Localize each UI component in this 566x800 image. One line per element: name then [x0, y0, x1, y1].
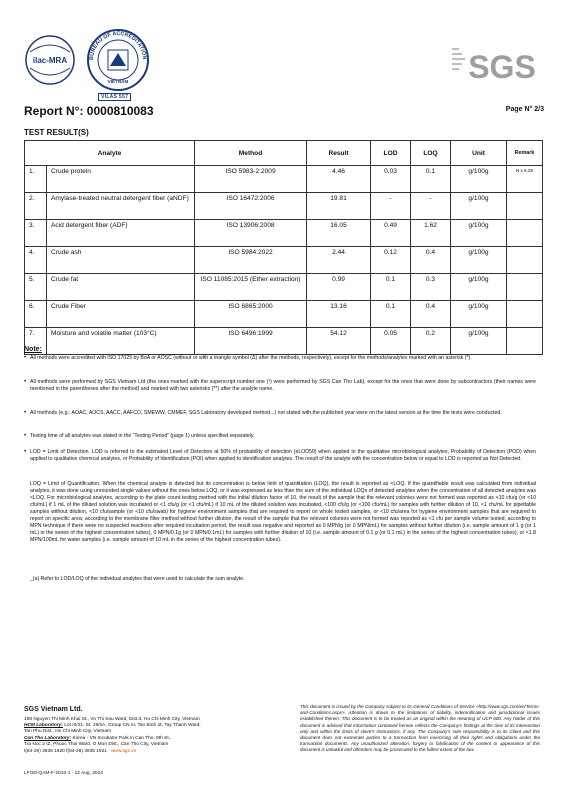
- company-address: 198 Nguyen Thi Minh Khai St., Vo Thi Sau Ward, Dist.3, Ho Chi Minh City, Vietnam: [24, 717, 200, 722]
- bullet-icon: •: [24, 433, 27, 439]
- loq-cell: 0.2: [411, 328, 451, 355]
- phone-fax: t(84-28) 3935 1920 f(84-28) 3935 1921: [24, 749, 107, 754]
- result-cell: 4.46: [307, 166, 371, 193]
- row-number: 1.: [25, 166, 47, 193]
- method-cell: ISO 6496:1999: [195, 328, 307, 355]
- result-cell: 16.05: [307, 220, 371, 247]
- row-number: 6.: [25, 301, 47, 328]
- unit-cell: g/100g: [451, 193, 507, 220]
- remark-cell: [507, 247, 543, 274]
- bullet-icon: •: [24, 355, 27, 361]
- bullet-icon: •: [24, 379, 27, 385]
- analyte-cell: Crude Fiber: [47, 301, 195, 328]
- lod-cell: 0.1: [371, 301, 411, 328]
- note-accreditation: All methods were accredited with ISO 17025 by BoA or AOSC (without or with a triangle symbol (Δ) after the methods, respectively), except for the methods/analytes marked with an asterisk (*).: [30, 355, 472, 361]
- cantho-lab-city: Tra Noc 2 IZ, Phuoc Thoi Ward, O Mon Dist., Can Tho City, Vietnam: [24, 742, 169, 747]
- company-name: SGS Vietnam Ltd.: [24, 706, 83, 713]
- website-link[interactable]: www.sgs.vn: [110, 749, 137, 754]
- col-header-lod: LOD: [371, 141, 411, 166]
- remark-cell: [507, 193, 543, 220]
- lod-cell: 0.03: [371, 166, 411, 193]
- analyte-cell: Crude fat: [47, 274, 195, 301]
- remark-cell: [507, 328, 543, 355]
- bullet-icon: •: [24, 449, 27, 455]
- loq-cell: 1.62: [411, 220, 451, 247]
- boa-ring-text: BUREAU OF ACCREDITATION: [88, 30, 148, 61]
- table-row: [25, 166, 543, 193]
- note-lod: LOD = Limit of Detection. LOD is referred to the estimated Level of Detection at 50% of probability of detection (eLOD50) when applied to the qualitative microbiological analytes, Probability of Detection (POD) when applied to qualitative chemical analytes, or Probability of Identification (POI) when applied to identification analytes. The result of the analyte with the concentration below or equal to LOD is reported as Not Detected.: [30, 449, 536, 462]
- boa-seal: [86, 28, 150, 92]
- note-loq: LOQ = Limit of Quantification. When the chemical analyte is detected but its concentration is below limit of quantitation (LOQ), the result is reported as <LOQ. If the quantifiable result was calculated from individual analytes, it was done using unrounded single values without the ones below LOQ, or it was expressed as less than the sum of the individual LOQs of detected analytes when the concentration of all detected analytes was <LOQ. For microbiological analytes, according to the plate count testing method with the initial dilution factor of 10, the result of the sample that the relevant colonies were not formed was reported as <10 cfu/g (or <10 cfu/mL) if 1 mL of the diluted solution was incubated or <1 cfu/g (or <1 cfu/mL) if 10 mL of the diluted solution was incubated, <100 cfu/g (or <100 cfu/mL) for samples with further dilution of 10, <1 cfu/mL for pipettable samples without dilution, <10 cfu/sample (or <10 cfu/swab) for hygiene environment samples that are required to report on whole tested samples, or <10 cfu/area for hygiene environment samples that are required to report on specific area; according to the membrane filter method without further dilution, the result of the sample that the relevant colonies were not formed was reported as <1 cfu per sample volume tested; according to MPN technique if there were no suspected reactions after required incubation period, the result was negative and reported as 0 MPN/g (or 0 MPN/mL) for samples without further dilution (i.e. sample amount of 1 g (or 1 mL) in the series of the highest concentration tubes), 0 MPN/0.1g (or 0 MPN/0.1mL) for samples with further dilution of 10 (i.e. sample amount of 0.1 g (or 0.1 mL) in the series of the highest concentration tubes), or <1.8 MPN/100mL for water samples (i.e. sample amount of 10 mL in the series of the highest concentration tubes).: [30, 481, 536, 543]
- lod-cell: 0.1: [371, 274, 411, 301]
- sgs-wordmark: SGS: [468, 49, 536, 85]
- lod-cell: 0.12: [371, 247, 411, 274]
- col-header-result: Result: [307, 141, 371, 166]
- unit-cell: g/100g: [451, 274, 507, 301]
- hcm-lab-city: Tan Phu Dist., Ho Chi Minh City, Vietnam: [24, 729, 111, 734]
- table-row: [25, 328, 543, 355]
- analyte-cell: Acid detergent fiber (ADF): [47, 220, 195, 247]
- row-number: 3.: [25, 220, 47, 247]
- result-cell: 0.99: [307, 274, 371, 301]
- remark-cell: [507, 220, 543, 247]
- result-cell: 54.12: [307, 328, 371, 355]
- method-cell: ISO 16472:2006: [195, 193, 307, 220]
- lod-cell: -: [371, 193, 411, 220]
- loq-cell: -: [411, 193, 451, 220]
- bullet-icon: •: [24, 410, 27, 416]
- table-row: [25, 301, 543, 328]
- analyte-cell: Amylase-treated neutral detergent fiber (aNDF): [47, 193, 195, 220]
- remark-cell: N x 6.25: [507, 166, 543, 193]
- table-row: [25, 247, 543, 274]
- note-testing-time: Testing time of all analytes was stated in the “Testing Period” (page 1) unless specified separately.: [30, 433, 255, 439]
- boa-country: VIETNAM: [107, 79, 129, 84]
- col-header-unit: Unit: [451, 141, 507, 166]
- col-header-remark: Remark: [507, 141, 543, 166]
- analyte-cell: Moisture and volatile matter (103°C): [47, 328, 195, 355]
- notes-title: Note:: [24, 346, 42, 353]
- unit-cell: g/100g: [451, 166, 507, 193]
- result-cell: 19.81: [307, 193, 371, 220]
- col-header-loq: LOQ: [411, 141, 451, 166]
- lod-cell: 0.05: [371, 328, 411, 355]
- hcm-lab-label: HCM Laboratory:: [24, 723, 63, 728]
- method-cell: ISO 6865:2000: [195, 301, 307, 328]
- cantho-lab-address-text: Korea - VN Incubator Park in Can Tho, 8th St.,: [71, 736, 172, 741]
- result-cell: 2.44: [307, 247, 371, 274]
- form-code: LFOD-QAM-F-2010-1 - 12 Aug, 2024: [24, 771, 103, 776]
- analyte-cell: Crude protein: [47, 166, 195, 193]
- table-row: [25, 193, 543, 220]
- row-number: 5.: [25, 274, 47, 301]
- page-number: Page N° 2/3: [505, 106, 544, 113]
- method-cell: ISO 5984:2022: [195, 247, 307, 274]
- lod-cell: 0.49: [371, 220, 411, 247]
- table-row: [25, 220, 543, 247]
- unit-cell: g/100g: [451, 220, 507, 247]
- ilac-mra-logo: [24, 34, 76, 86]
- legal-disclaimer: This document is issued by the Company subject to its General Conditions of Service <http://www.sgs.com/en/Terms-and-Conditions.aspx>. Attention is drawn to the limitations of liability, indemnification and jurisdictional issues established therein. This document is to be treated as an original within the meaning of UCP 600. Any holder of this document is advised that information contained hereon reflects the Company's findings at the time of its intervention only and within the limits of client's instructions, if any. The Company's sole responsibility is to its Client and this document does not exonerate parties to a transaction from exercising all their rights and obligations under the transaction documents. Any unauthorized alteration, forgery or falsification of the content or appearance of this document is unlawful and offenders may be prosecuted to the fullest extent of the law.: [300, 704, 540, 753]
- report-number: Report N°: 0000810083: [24, 104, 154, 118]
- hcm-lab-address-text: Lot III/21, St. 19/5A, Group CN III, Tan Binh IZ, Tay Thanh Ward,: [62, 723, 201, 728]
- contact-line: [24, 749, 136, 756]
- unit-cell: g/100g: [451, 247, 507, 274]
- method-cell: ISO 5983-2:2009: [195, 166, 307, 193]
- loq-cell: 0.4: [411, 247, 451, 274]
- ilac-text: ilac-MRA: [32, 56, 68, 65]
- row-number: 7.: [25, 328, 47, 355]
- table-header-row: [25, 141, 543, 166]
- note-method-version: All methods (e.g.: AOAC, AOCS, AACC, AAFCO, SMEWW, CMMEF, SGS Laboratory developed method...) not stated with the published year were on the latest version at the time the tests were conducted.: [30, 410, 502, 416]
- loq-cell: 0.3: [411, 274, 451, 301]
- sgs-logo: [452, 34, 542, 92]
- remark-cell: [507, 301, 543, 328]
- unit-cell: g/100g: [451, 328, 507, 355]
- table-row: [25, 274, 543, 301]
- method-cell: ISO 11085:2015 (Ether extraction): [195, 274, 307, 301]
- unit-cell: g/100g: [451, 301, 507, 328]
- remark-cell: [507, 274, 543, 301]
- col-header-method: Method: [195, 141, 307, 166]
- row-number: 4.: [25, 247, 47, 274]
- vilas-code: VILAS 557: [98, 93, 131, 101]
- method-cell: ISO 13906:2008: [195, 220, 307, 247]
- result-cell: 13.16: [307, 301, 371, 328]
- results-table: [24, 140, 543, 355]
- analyte-cell: Crude ash: [47, 247, 195, 274]
- section-title: TEST RESULT(S): [24, 128, 89, 137]
- loq-cell: 0.4: [411, 301, 451, 328]
- note-performed-by: All methods were performed by SGS Vietnam Ltd (the ones marked with the superscript number one (¹) were performed by SGS Can Tho Lab), except for the ones that were done by subcontractors (their names were mentioned in the parentheses after the method) and marked with two asterisks (**) after the analyte name.: [30, 379, 536, 392]
- loq-cell: 0.1: [411, 166, 451, 193]
- cantho-lab-label: Can Tho Laboratory:: [24, 736, 72, 741]
- col-header-analyte: Analyte: [25, 141, 195, 166]
- row-number: 2.: [25, 193, 47, 220]
- note-sum-analyte: _(a) Refer to LOD/LOQ of the individual analytes that were used to calculate the sum analyte.: [30, 576, 245, 582]
